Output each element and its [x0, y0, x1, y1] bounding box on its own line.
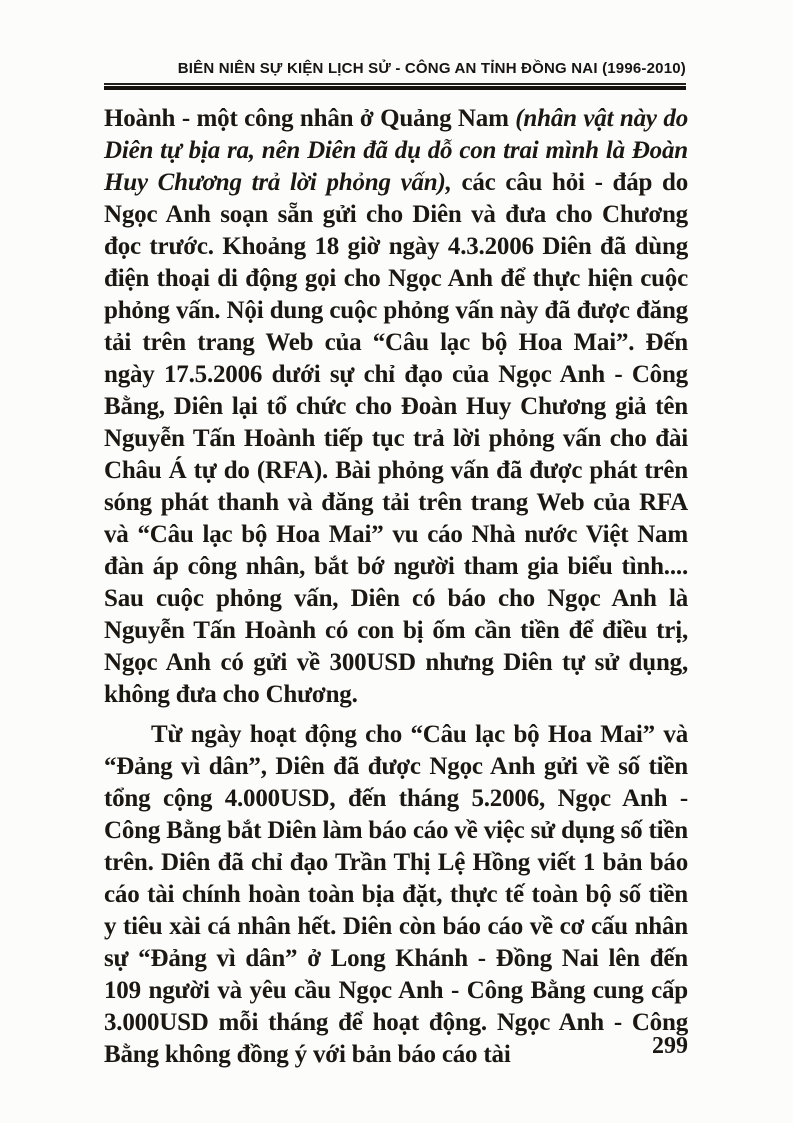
paragraph-1 [104, 103, 688, 711]
page-body-text [104, 103, 688, 1071]
page-number: 299 [652, 1033, 688, 1059]
paragraph-1-italic-passage: (nhân vật này do Diên tự bịa ra, nên Diên đã dụ dỗ con trai mình là Đoàn Huy Chương trả lời phỏng vấn), [104, 105, 688, 196]
header-rule-thick-line [104, 86, 686, 90]
paragraph-1-lead-text: Hoành - một công nhân ở Quảng Nam [104, 105, 516, 132]
paragraph-1-rest-text: các câu hỏi - đáp do Ngọc Anh soạn sẵn gửi cho Diên và đưa cho Chương đọc trước. Khoảng 18 giờ ngày 4.3.2006 Diên đã dùng điện thoại di động gọi cho Ngọc Anh để thực hiện cuộc phỏng vấn. Nội dung cuộc phỏng vấn này đã được đăng tải trên trang Web của “Câu lạc bộ Hoa Mai”. Đến ngày 17.5.2006 dưới sự chỉ đạo của Ngọc Anh - Công Bằng, Diên lại tổ chức cho Đoàn Huy Chương giả tên Nguyễn Tấn Hoành tiếp tục trả lời phỏng vấn cho đài Châu Á tự do (RFA). Bài phỏng vấn đã được phát trên sóng phát thanh và đăng tải trên trang Web của RFA và “Câu lạc bộ Hoa Mai” vu cáo Nhà nước Việt Nam đàn áp công nhân, bắt bớ người tham gia biểu tình.... Sau cuộc phỏng vấn, Diên có báo cho Ngọc Anh là Nguyễn Tấn Hoành có con bị ốm cần tiền để điều trị, Ngọc Anh có gửi về 300USD nhưng Diên tự sử dụng, không đưa cho Chương. [104, 169, 688, 708]
header-rule [104, 83, 686, 90]
running-header-title: BIÊN NIÊN SỰ KIỆN LỊCH SỬ - CÔNG AN TỈNH ĐỒNG NAI (1996-2010) [177, 60, 686, 77]
paragraph-2: Từ ngày hoạt động cho “Câu lạc bộ Hoa Mai” và “Đảng vì dân”, Diên đã được Ngọc Anh gửi về số tiền tổng cộng 4.000USD, đến tháng 5.2006, Ngọc Anh - Công Bằng bắt Diên làm báo cáo về việc sử dụng số tiền trên. Diên đã chỉ đạo Trần Thị Lệ Hồng viết 1 bản báo cáo tài chính hoàn toàn bịa đặt, thực tế toàn bộ số tiền y tiêu xài cá nhân hết. Diên còn báo cáo về cơ cấu nhân sự “Đảng vì dân” ở Long Khánh - Đồng Nai lên đến 109 người và yêu cầu Ngọc Anh - Công Bằng cung cấp 3.000USD mỗi tháng để hoạt động. Ngọc Anh - Công Bằng không đồng ý với bản báo cáo tài [104, 721, 688, 1068]
